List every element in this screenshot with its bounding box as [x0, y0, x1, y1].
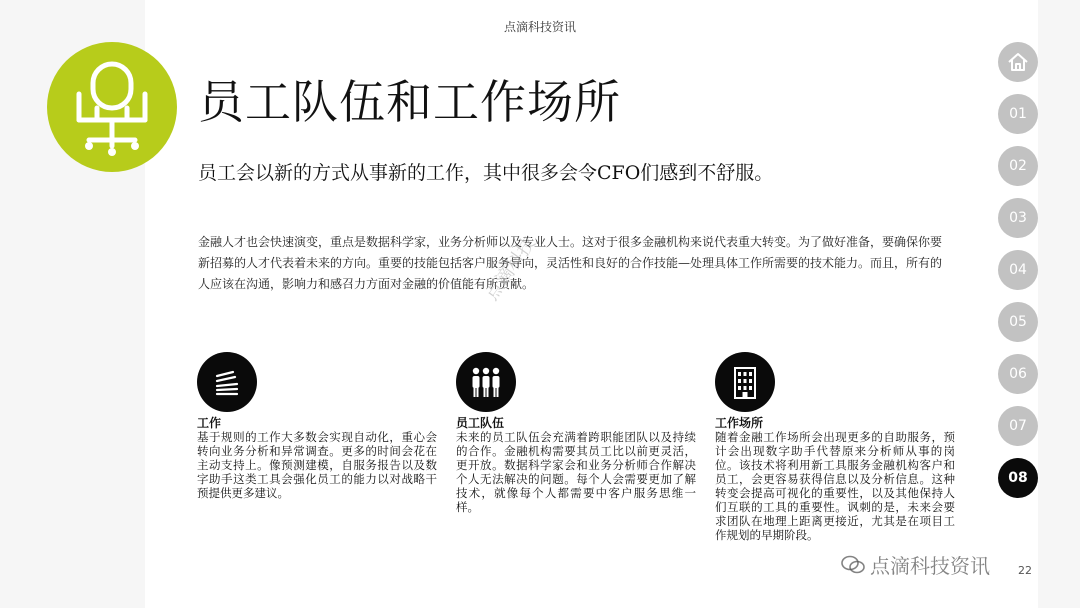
- nav-item-05[interactable]: 05: [998, 302, 1038, 342]
- column-icon-badge: [715, 352, 775, 412]
- nav-item-01[interactable]: 01: [998, 94, 1038, 134]
- watermark-brand: [840, 550, 990, 579]
- nav-item-06[interactable]: 06: [998, 354, 1038, 394]
- page-title: 员工队伍和工作场所: [198, 75, 621, 129]
- page-number: 22: [1018, 564, 1032, 577]
- column-title: 工作场所: [715, 416, 764, 430]
- column-icon-badge: [197, 352, 257, 412]
- team-people-icon: [456, 352, 516, 412]
- nav-item-03[interactable]: 03: [998, 198, 1038, 238]
- office-building-icon: [715, 352, 775, 412]
- watermark-brand-text: 点滴科技资讯: [870, 554, 990, 578]
- nav-item-04[interactable]: 04: [998, 250, 1038, 290]
- column-workforce: [456, 352, 696, 514]
- subtitle: 员工会以新的方式从事新的工作，其中很多会令CFO们感到不舒服。: [198, 162, 774, 184]
- header-brand: 点滴科技资讯: [503, 20, 576, 34]
- nav-item-07[interactable]: 07: [998, 406, 1038, 446]
- office-chair-icon: [47, 42, 177, 172]
- column-text: 未来的员工队伍会充满着跨职能团队以及持续的合作。金融机构需要其员工比以前更灵活，更开放。数据科学家会和业务分析师合作解决个人无法解决的问题。每个人会需要更加了解技术，就像每个人都需要中客户服务思维一样。: [456, 430, 696, 514]
- nav-home-button[interactable]: [998, 42, 1038, 82]
- column-icon-badge: [456, 352, 516, 412]
- right-background-strip: [1038, 0, 1080, 608]
- nav-item-08[interactable]: 08: [998, 458, 1038, 498]
- stacked-papers-icon: [197, 352, 257, 412]
- hero-badge: [47, 42, 177, 172]
- column-workplace: [715, 352, 955, 542]
- column-text: 基于规则的工作大多数会实现自动化，重心会转向业务分析和异常调查。更多的时间会花在主动支持上。像预测建模，自服务报告以及数字助手这类工具会强化员工的能力以对战略干预提供更多建议。: [197, 430, 437, 500]
- nav-item-02[interactable]: 02: [998, 146, 1038, 186]
- column-text: 随着金融工作场所会出现更多的自助服务，预计会出现数字助手代替原来分析师从事的岗位。该技术将利用新工具服务金融机构客户和员工，会更容易获得信息以及分析信息。这种转变会提高可视化的重要性，以及其他保持人们互联的工具的重要性。讽刺的是，未来会要求团队在地理上距离更接近，尤其是在项目工作规划的早期阶段。: [715, 430, 955, 542]
- column-work: [197, 352, 437, 500]
- column-title: 工作: [197, 416, 222, 430]
- column-title: 员工队伍: [456, 416, 505, 430]
- slide-navigation: [998, 42, 1038, 510]
- home-icon: [998, 42, 1038, 82]
- intro-paragraph: 金融人才也会快速演变，重点是数据科学家，业务分析师以及专业人士。这对于很多金融机构来说代表重大转变。为了做好准备，要确保你要新招募的人才代表着未来的方向。重要的技能包括客户服务导向，灵活性和良好的合作技能—处理具体工作所需要的技术能力。而且，所有的人应该在沟通，影响力和感召力方面对金融的价值能有所贡献。: [198, 235, 943, 291]
- wechat-icon: [840, 554, 866, 576]
- watermark-diagonal: 点滴科技: [481, 233, 540, 305]
